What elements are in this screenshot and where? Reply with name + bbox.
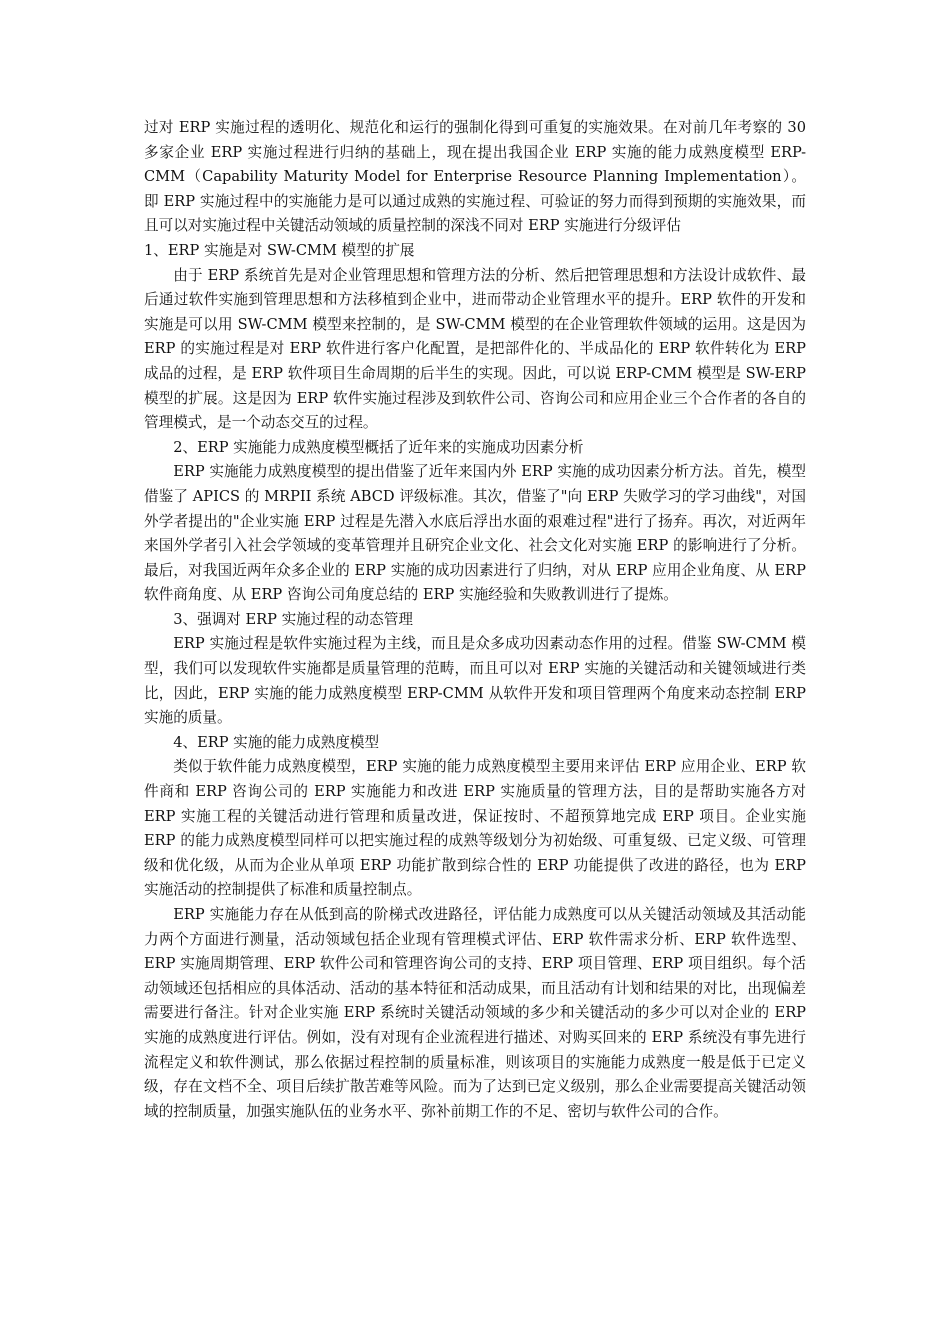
- document-page: [144, 116, 806, 1124]
- paragraph-section-4b: ERP 实施能力存在从低到高的阶梯式改进路径，评估能力成熟度可以从关键活动领域及其活动能力两个方面进行测量，活动领域包括企业现有管理模式评估、ERP 软件需求分析、ERP 软件选型、ERP 实施周期管理、ERP 软件公司和管理咨询公司的支持、ERP 项目管理、ERP 项目组织。每个活动领域还包括相应的具体活动、活动的基本特征和活动成果，而且活动有计划和结果的对比，出现偏差需要进行备注。针对企业实施 ERP 系统时关键活动领域的多少和关键活动的多少可以对企业的 ERP 实施的成熟度进行评估。例如，没有对现有企业流程进行描述、对购买回来的 ERP 系统没有事先进行流程定义和软件测试，那么依据过程控制的质量标准，则该项目的实施能力成熟度一般是低于已定义级，存在文档不全、项目后续扩散苦难等风险。而为了达到已定义级别，那么企业需要提高关键活动领域的控制质量，加强实施队伍的业务水平、弥补前期工作的不足、密切与软件公司的合作。: [144, 906, 806, 1120]
- paragraph-section-4a: 类似于软件能力成熟度模型，ERP 实施的能力成熟度模型主要用来评估 ERP 应用企业、ERP 软件商和 ERP 咨询公司的 ERP 实施能力和改进 ERP 实施质量的管理方法，目的是帮助实施各方对 ERP 实施工程的关键活动进行管理和质量改进，保证按时、不超预算地完成 ERP 项目。企业实施 ERP 的能力成熟度模型同样可以把实施过程的成熟等级划分为初始级、可重复级、已定义级、可管理级和优化级，从而为企业从单项 ERP 功能扩散到综合性的 ERP 功能提供了改进的路径，也为 ERP 实施活动的控制提供了标准和质量控制点。: [144, 758, 806, 899]
- paragraph-intro: 过对 ERP 实施过程的透明化、规范化和运行的强制化得到可重复的实施效果。在对前几年考察的 30 多家企业 ERP 实施过程进行归纳的基础上，现在提出我国企业 ERP 实施的能力成熟度模型 ERP-CMM（Capability Maturity Model for Enterprise Resource Planning Implementation）。即 ERP 实施过程中的实施能力是可以通过成熟的实施过程、可验证的努力而得到预期的实施效果，而且可以对实施过程中关键活动领域的质量控制的深浅不同对 ERP 实施进行分级评估: [144, 119, 806, 235]
- section-heading-2: 2、ERP 实施能力成熟度模型概括了近年来的实施成功因素分析: [173, 438, 584, 456]
- section-heading-3: 3、强调对 ERP 实施过程的动态管理: [173, 610, 413, 628]
- paragraph-section-1: 由于 ERP 系统首先是对企业管理思想和管理方法的分析、然后把管理思想和方法设计成软件、最后通过软件实施到管理思想和方法移植到企业中，进而带动企业管理水平的提升。ERP 软件的开发和实施是可以用 SW-CMM 模型来控制的，是 SW-CMM 模型的在企业管理软件领域的运用。这是因为 ERP 的实施过程是对 ERP 软件进行客户化配置，是把部件化的、半成品化的 ERP 软件转化为 ERP 成品的过程，是 ERP 软件项目生命周期的后半生的实现。因此，可以说 ERP-CMM 模型是 SW-ERP 模型的扩展。这是因为 ERP 软件实施过程涉及到软件公司、咨询公司和应用企业三个合作者的各自的管理模式，是一个动态交互的过程。: [144, 266, 806, 432]
- paragraph-section-2: ERP 实施能力成熟度模型的提出借鉴了近年来国内外 ERP 实施的成功因素分析方法。首先，模型借鉴了 APICS 的 MRPII 系统 ABCD 评级标准。其次，借鉴了"向 ERP 失败学习的学习曲线"，对国外学者提出的"企业实施 ERP 过程是先潜入水底后浮出水面的艰难过程"进行了扬弃。再次，对近两年来国外学者引入社会学领域的变革管理并且研究企业文化、社会文化对实施 ERP 的影响进行了分析。最后，对我国近两年众多企业的 ERP 实施的成功因素进行了归纳，对从 ERP 应用企业角度、从 ERP 软件商角度、从 ERP 咨询公司角度总结的 ERP 实施经验和失败教训进行了提炼。: [144, 463, 806, 604]
- paragraph-section-3: ERP 实施过程是软件实施过程为主线，而且是众多成功因素动态作用的过程。借鉴 SW-CMM 模型，我们可以发现软件实施都是质量管理的范畴，而且可以对 ERP 实施的关键活动和关键领域进行类比，因此，ERP 实施的能力成熟度模型 ERP-CMM 从软件开发和项目管理两个角度来动态控制 ERP 实施的质量。: [144, 635, 806, 727]
- section-heading-1: 1、ERP 实施是对 SW-CMM 模型的扩展: [144, 241, 415, 259]
- section-heading-4: 4、ERP 实施的能力成熟度模型: [173, 733, 380, 751]
